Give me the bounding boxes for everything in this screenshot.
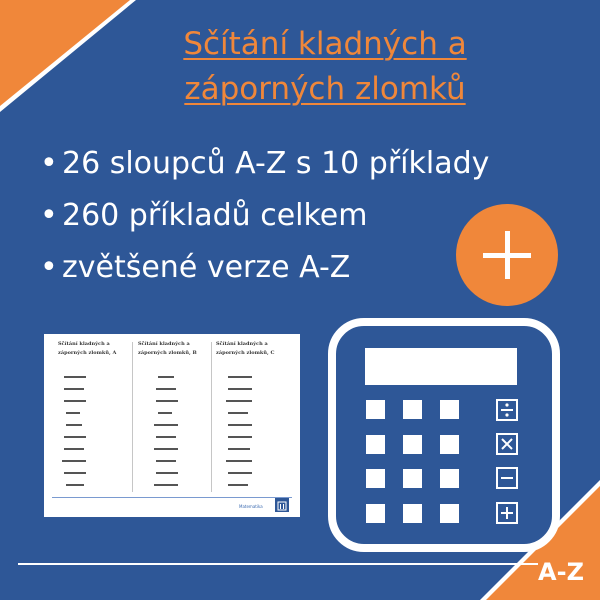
calculator-screen [365,348,517,385]
add-badge [456,204,558,306]
minus-icon [496,467,518,489]
calculator-key [403,504,422,523]
calculator-key [440,469,459,488]
feature-text: zvětšené verze A-Z [62,250,351,285]
page-title [120,22,530,112]
calculator-key [403,469,422,488]
worksheet-footer-label: Matematika [239,504,263,509]
exercise-lines [44,334,300,517]
feature-text: 26 sloupců A-Z s 10 příklady [62,146,490,181]
calculator-key [366,469,385,488]
title-line-2: záporných zlomků [184,71,466,107]
multiply-icon [496,433,518,455]
plus-icon [456,204,558,306]
calculator-key [366,400,385,419]
bottom-divider [18,563,538,565]
feature-item [40,192,489,244]
calculator-key [366,435,385,454]
worksheet-column-title: Sčítání kladných a záporných zlomků, A [58,341,117,356]
calculator-key [366,504,385,523]
feature-item [40,140,489,192]
calculator-key [440,435,459,454]
worksheet-preview [44,334,300,517]
title-line-1: Sčítání kladných a [183,26,467,62]
worksheet-footer-line [52,497,292,498]
calculator-key [403,435,422,454]
calculator-key [403,400,422,419]
bullet-dot-icon: • [40,198,58,233]
divide-icon [496,399,518,421]
corner-label: A-Z [538,558,584,586]
bullet-dot-icon: • [40,146,58,181]
worksheet-column-title: Sčítání kladných a záporných zlomků, C [216,341,275,356]
worksheet-logo-icon [275,498,289,512]
bullet-dot-icon: • [40,250,58,285]
calculator-key [440,400,459,419]
worksheet-column-title: Sčítání kladných a záporných zlomků, B [138,341,197,356]
feature-item [40,244,489,296]
feature-text: 260 příkladů celkem [62,198,368,233]
calculator-key [440,504,459,523]
plus-key-icon [496,502,518,524]
feature-list [40,140,489,296]
